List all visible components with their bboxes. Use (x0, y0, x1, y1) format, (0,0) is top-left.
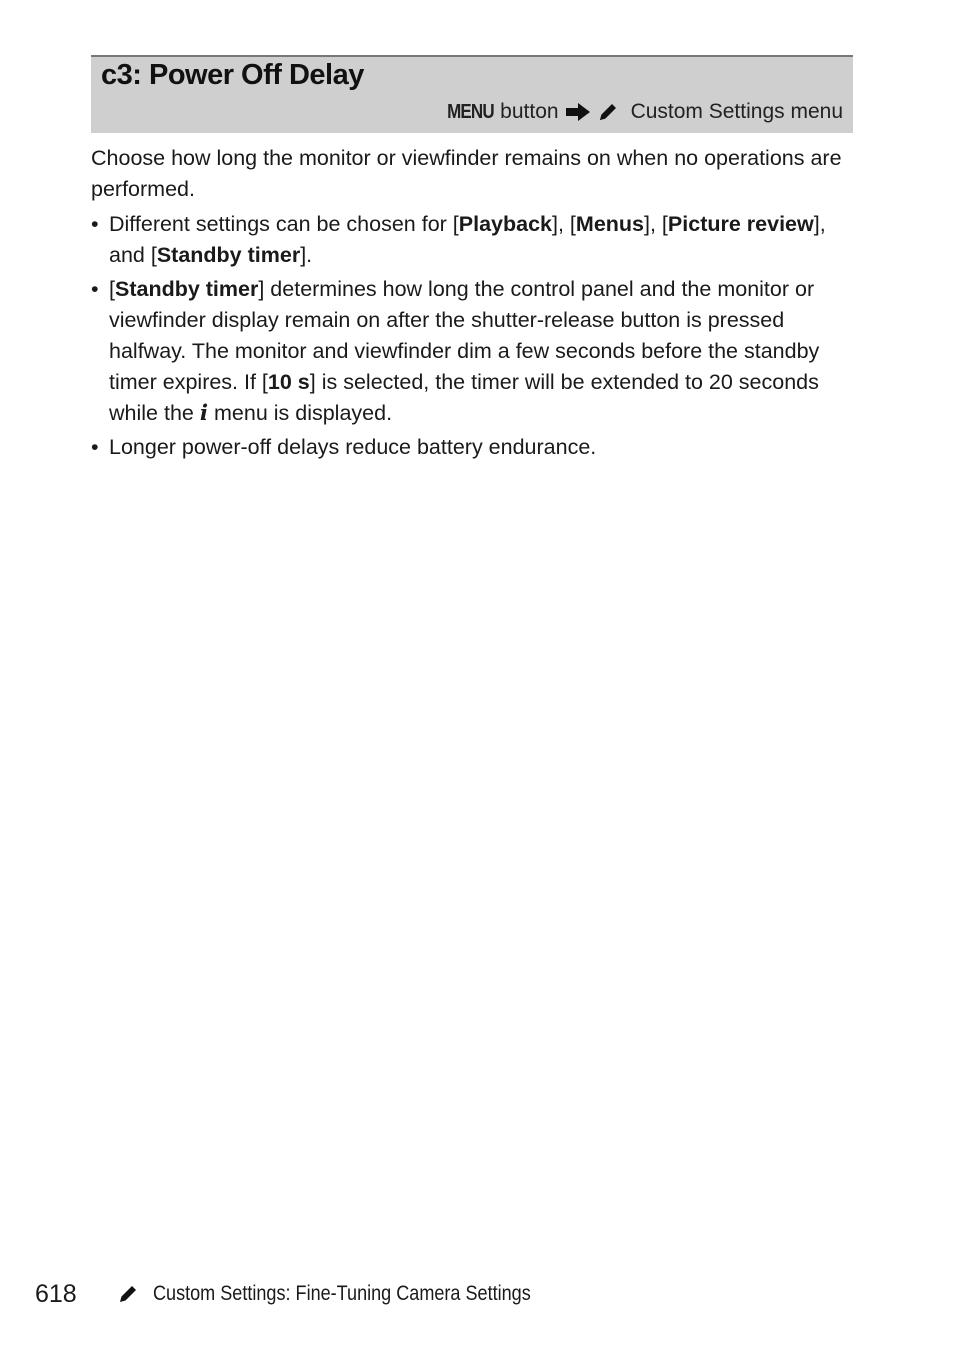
list-item (91, 209, 851, 271)
list-item (91, 432, 851, 463)
text-run: ] determines how long the control panel and the monitor or viewfinder display remain on after the shutter-release button is pressed halfway. The monitor and viewfinder dim a few seconds before the standby timer expires. If [ (109, 277, 820, 394)
text-run: menu is displayed. (208, 401, 393, 425)
text-run: ], [ (552, 212, 576, 236)
bullet-marker: • (91, 212, 99, 236)
setting-name: Standby timer (114, 277, 259, 301)
text-run: [ (109, 277, 115, 301)
setting-name: Picture review (667, 212, 814, 236)
custom-settings-menu-label: Custom Settings menu (630, 100, 843, 123)
notes-list (91, 209, 851, 463)
page-footer (35, 1276, 592, 1312)
menu-path (443, 100, 843, 124)
section-body (91, 143, 851, 466)
text-run: ]. (300, 243, 313, 267)
right-arrow-icon (565, 102, 591, 122)
i-menu-icon: i (199, 401, 209, 426)
setting-name: Standby timer (156, 243, 301, 267)
chapter-title: Custom Settings: Fine-Tuning Camera Settings (153, 1282, 531, 1305)
section-header (91, 55, 853, 133)
text-run: Different settings can be chosen for [ (109, 212, 459, 236)
text-run: ], and [ (109, 212, 826, 267)
pencil-icon (117, 1283, 139, 1305)
page-number: 618 (35, 1279, 77, 1308)
page-title: c3: Power Off Delay (101, 59, 364, 91)
text-run: ] is selected, the timer will be extended to 20 seconds while the (109, 370, 819, 425)
bullet-marker: • (91, 435, 99, 459)
list-item (91, 274, 851, 429)
setting-value: 10 s (267, 370, 310, 394)
menu-button-label: MENU (447, 100, 495, 123)
setting-name: Menus (575, 212, 645, 236)
menu-button-text: button (500, 100, 559, 123)
pencil-icon (597, 101, 619, 123)
text-run: ], [ (644, 212, 668, 236)
setting-name: Playback (458, 212, 553, 236)
text-run: Longer power-off delays reduce battery endurance. (109, 435, 597, 459)
intro-paragraph: Choose how long the monitor or viewfinder remains on when no operations are performed. (91, 146, 842, 201)
bullet-marker: • (91, 277, 99, 301)
